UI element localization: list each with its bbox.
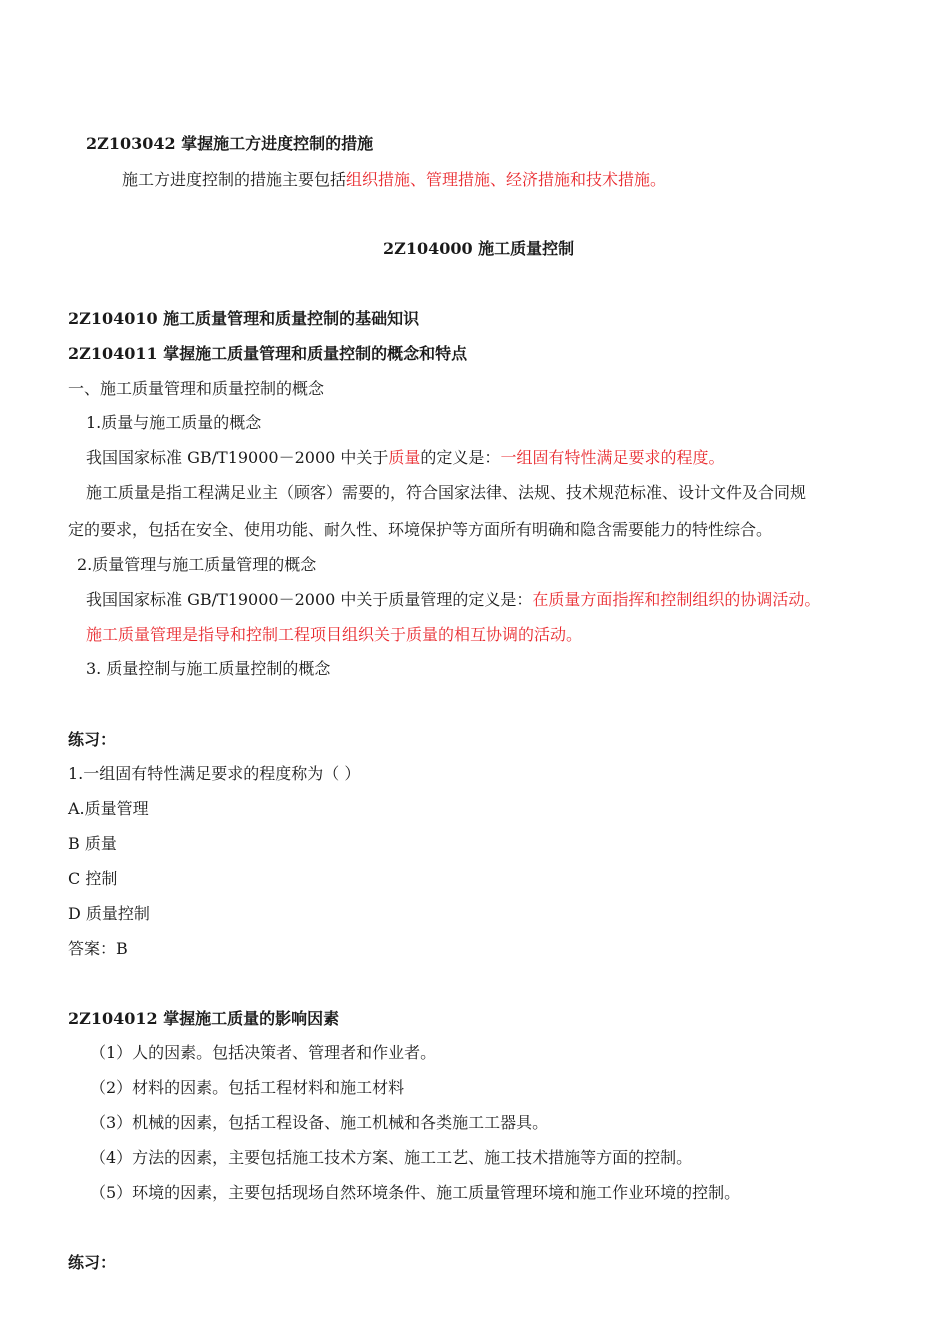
paragraph-progress-measures	[122, 170, 666, 190]
item-quality-control-concept: 3. 质量控制与施工质量控制的概念	[86, 659, 331, 678]
section-heading-2z104012: 2Z104012 掌握施工质量的影响因素	[68, 1009, 340, 1028]
option-a: A.质量管理	[68, 799, 149, 818]
text-highlight: 质量	[388, 448, 421, 467]
paragraph-construction-quality-line1: 施工质量是指工程满足业主（顾客）需要的，符合国家法律、法规、技术规范标准、设计文件及合同规	[86, 483, 807, 502]
text-plain: 施工方进度控制的措施主要包括	[122, 170, 347, 189]
factor-item-5: （5）环境的因素，主要包括现场自然环境条件、施工质量管理环境和施工作业环境的控制。	[90, 1183, 741, 1202]
paragraph-construction-quality-management: 施工质量管理是指导和控制工程项目组织关于质量的相互协调的活动。	[86, 625, 583, 644]
factor-item-4: （4）方法的因素，主要包括施工技术方案、施工工艺、施工技术措施等方面的控制。	[90, 1148, 693, 1167]
paragraph-construction-quality-line2: 定的要求，包括在安全、使用功能、耐久性、环境保护等方面所有明确和隐含需要能力的特性综合。	[68, 520, 773, 539]
text-plain: 我国国家标准 GB/T19000－2000 中关于质量管理的定义是：	[86, 590, 533, 609]
section-heading-2z104010: 2Z104010 施工质量管理和质量控制的基础知识	[68, 309, 420, 328]
chapter-title: 2Z104000 施工质量控制	[383, 239, 575, 258]
exercise-answer: 答案：B	[68, 939, 128, 958]
text-highlight: 一组固有特性满足要求的程度。	[500, 448, 725, 467]
exercise-title: 练习：	[68, 730, 117, 749]
section-heading-2z104011: 2Z104011 掌握施工质量管理和质量控制的概念和特点	[68, 344, 468, 363]
subsection-concepts: 一、施工质量管理和质量控制的概念	[68, 379, 325, 398]
item-quality-management-concept: 2.质量管理与施工质量管理的概念	[77, 555, 317, 574]
exercise-question: 1.一组固有特性满足要求的程度称为（ ）	[68, 764, 361, 783]
option-c: C 控制	[68, 869, 118, 888]
text-highlight: 在质量方面指挥和控制组织的协调活动。	[532, 590, 821, 609]
factor-item-1: （1）人的因素。包括决策者、管理者和作业者。	[90, 1043, 437, 1062]
item-quality-concept: 1.质量与施工质量的概念	[86, 413, 262, 432]
text-highlight: 组织措施、管理措施、经济措施和技术措施。	[346, 170, 667, 189]
text-plain: 的定义是：	[420, 448, 501, 467]
factor-item-2: （2）材料的因素。包括工程材料和施工材料	[90, 1078, 405, 1097]
factor-item-3: （3）机械的因素，包括工程设备、施工机械和各类施工工器具。	[90, 1113, 549, 1132]
text-plain: 我国国家标准 GB/T19000－2000 中关于	[86, 448, 389, 467]
option-b: B 质量	[68, 834, 117, 853]
paragraph-quality-management-definition	[86, 590, 820, 610]
exercise-title-2: 练习：	[68, 1253, 117, 1272]
section-heading-2z103042: 2Z103042 掌握施工方进度控制的措施	[86, 134, 374, 153]
option-d: D 质量控制	[68, 904, 150, 923]
paragraph-quality-definition	[86, 448, 724, 468]
